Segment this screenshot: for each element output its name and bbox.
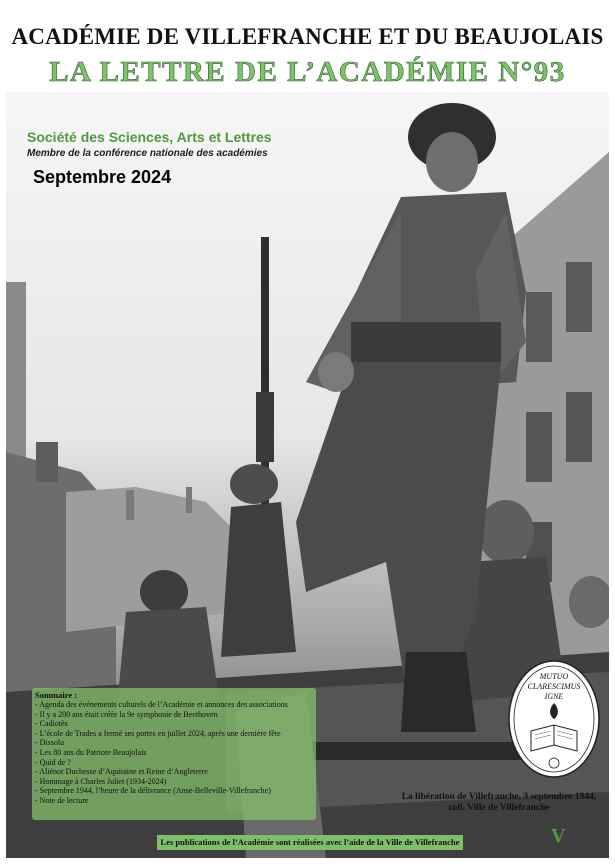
- newsletter-title: LA LETTRE DE L’ACADÉMIE N°93: [49, 56, 566, 88]
- table-of-contents: [32, 688, 316, 820]
- seal-motto-1: MUTUO: [539, 672, 569, 681]
- summary-item: - Il y a 200 ans était créée la 9e symphonie de Beethoven: [35, 709, 218, 719]
- member-line: Membre de la conférence nationale des académies: [27, 148, 268, 159]
- caption-line-2: coll. Ville de Villefranche: [448, 803, 550, 813]
- academy-title: ACADÉMIE DE VILLEFRANCHE ET DU BEAUJOLAIS: [11, 24, 604, 49]
- society-subtitle: Société des Sciences, Arts et Lettres: [27, 129, 272, 145]
- summary-item: - Note de lecture: [35, 795, 89, 805]
- support-notice: Les publications de l’Académie sont réalisées avec l’aide de la Ville de Villefranche: [157, 835, 463, 850]
- ville-logo: V: [551, 825, 566, 847]
- summary-item: - Septembre 1944, l’heure de la délivrance (Anse-Belleville-Villefranche): [35, 786, 271, 796]
- summary-item: - Les 80 ans du Patriote Beaujolais: [35, 747, 147, 757]
- summary-item: - Hommage à Charles Juliet (1934-2024): [35, 776, 167, 786]
- seal-motto-2: CLARESCIMUS: [527, 682, 581, 691]
- photo-caption: [386, 792, 612, 814]
- summary-item: - Dissolu: [35, 738, 65, 748]
- issue-date: Septembre 2024: [33, 167, 172, 187]
- summary-heading: Sommaire :: [35, 690, 78, 700]
- summary-item: - Quid de ?: [35, 757, 71, 767]
- summary-item: - Aliénor Duchesse d’Aquitaine et Reine d’Angleterre: [35, 767, 208, 777]
- summary-item: - Cadiotès: [35, 719, 68, 729]
- seal-motto-3: IGNE: [544, 692, 564, 701]
- caption-line-1: La libération de Villefranche, 3 septembre 1944,: [401, 792, 597, 802]
- summary-list: [35, 700, 316, 806]
- academy-seal: [507, 659, 601, 779]
- summary-item: - L’école de Trades a fermé ses portes en juillet 2024, après une dernière fête: [35, 728, 281, 738]
- summary-item: - Agenda des événements culturels de l’Académie et annonces des associations: [35, 700, 288, 709]
